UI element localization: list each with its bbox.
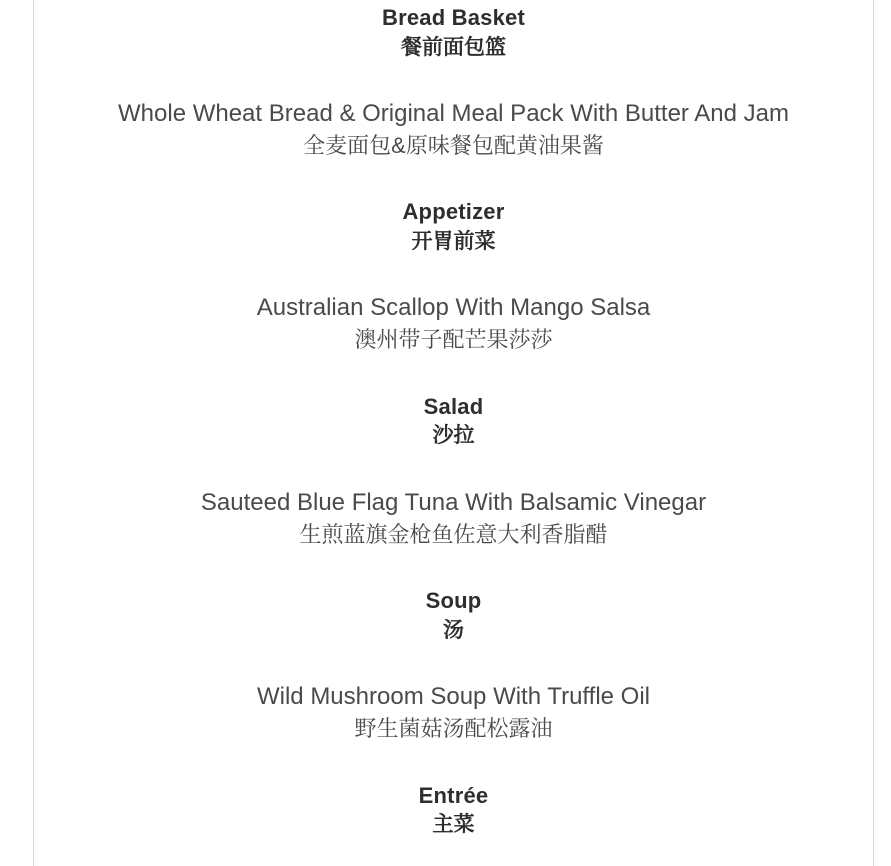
course-heading-salad — [34, 393, 873, 450]
menu-item-scallop — [34, 293, 873, 355]
spacer — [34, 644, 873, 682]
course-heading-zh: 开胃前菜 — [411, 229, 496, 253]
spacer — [34, 450, 873, 488]
spacer — [34, 160, 873, 198]
course-heading-zh: 沙拉 — [432, 424, 475, 448]
course-heading-en: Soup — [425, 588, 482, 614]
course-heading-zh: 汤 — [443, 618, 464, 642]
spacer — [34, 549, 873, 587]
spacer — [34, 355, 873, 393]
course-heading-en: Salad — [423, 393, 484, 419]
menu-item-name-en: Australian Scallop With Mango Salsa — [256, 294, 651, 322]
menu-item-name-en: Sauteed Blue Flag Tuna With Balsamic Vinegar — [200, 488, 707, 516]
course-heading-bread-basket — [34, 4, 873, 61]
course-heading-zh: 餐前面包篮 — [401, 35, 506, 59]
course-heading-en: Appetizer — [402, 199, 505, 225]
course-heading-soup — [34, 587, 873, 644]
course-heading-entree — [34, 782, 873, 839]
course-heading-appetizer — [34, 198, 873, 255]
menu-item-name-zh: 全麦面包&原味餐包配黄油果酱 — [303, 132, 604, 158]
menu-item-name-zh: 澳州带子配芒果莎莎 — [354, 327, 553, 353]
menu-content — [34, 0, 873, 866]
menu-item-name-zh: 生煎蓝旗金枪鱼佐意大利香脂醋 — [299, 521, 608, 547]
spacer — [34, 744, 873, 782]
course-heading-en: Bread Basket — [381, 5, 526, 30]
course-heading-en: Entrée — [418, 782, 489, 808]
menu-item-name-en: Wild Mushroom Soup With Truffle Oil — [256, 682, 650, 710]
page-right-rule — [873, 0, 874, 866]
menu-item-tuna — [34, 488, 873, 550]
menu-item-name-zh: 野生菌菇汤配松露油 — [354, 715, 553, 741]
menu-item-bread — [34, 99, 873, 161]
spacer — [34, 255, 873, 293]
spacer — [34, 61, 873, 99]
course-heading-zh: 主菜 — [432, 813, 475, 837]
menu-item-name-en: Whole Wheat Bread & Original Meal Pack With Butter And Jam — [118, 99, 789, 127]
menu-item-mushroom-soup — [34, 682, 873, 744]
